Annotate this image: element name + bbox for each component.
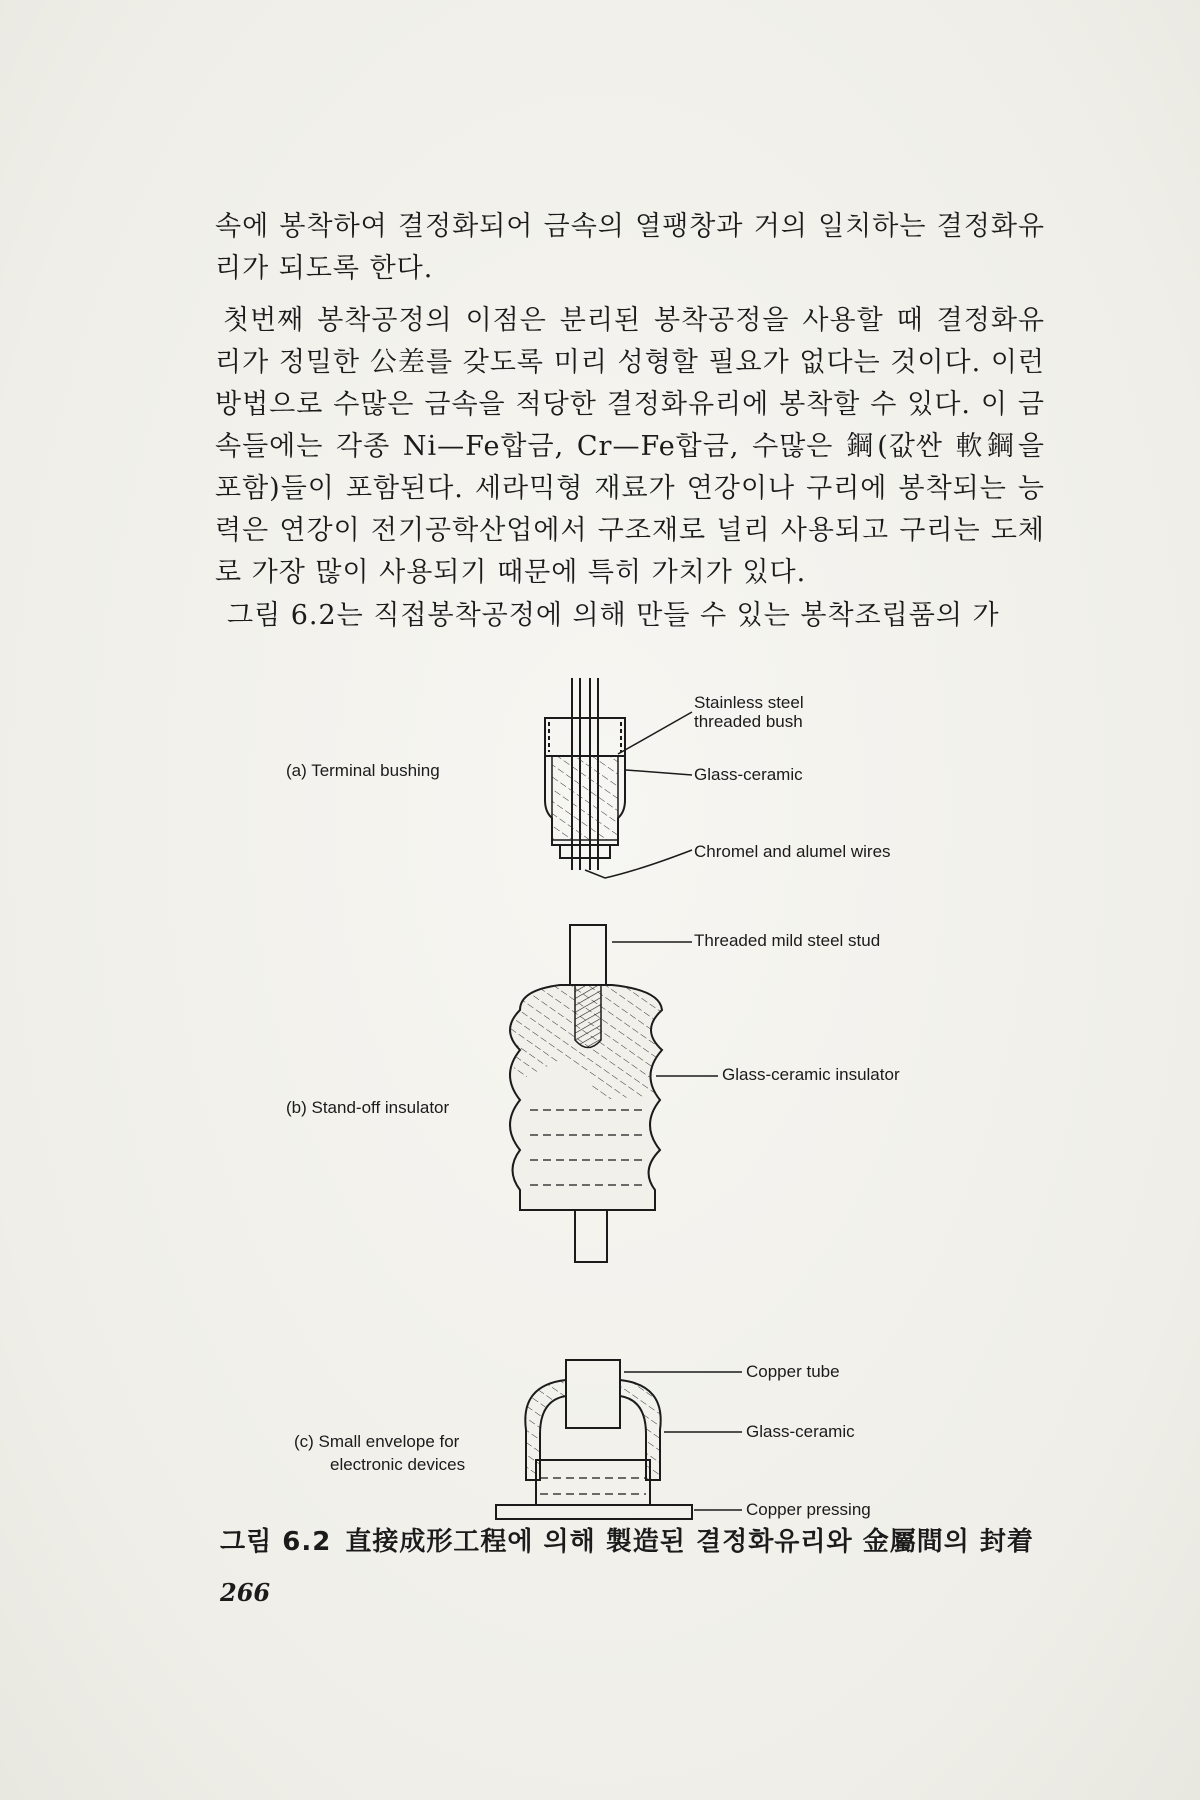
- callout-copper-pressing: Copper pressing: [746, 1500, 871, 1519]
- bottom-stud-drawing: [575, 1210, 607, 1262]
- callout-copper-tube: Copper tube: [746, 1362, 840, 1381]
- figure-caption-text: 直接成形工程에 의해 製造된 결정화유리와 金屬間의 封着: [345, 1527, 1034, 1557]
- panel-c-label-line1: (c) Small envelope for: [294, 1432, 460, 1451]
- bush-drawing: [545, 718, 625, 858]
- figure-caption: [220, 1521, 1034, 1558]
- body-paragraph-2: 첫번째 봉착공정의 이점은 분리된 봉착공정을 사용할 때 결정화유리가 정밀한 公差를 갖도록 미리 성형할 필요가 없다는 것이다. 이런 방법으로 수많은 금속을 적당한 결정화유리에 봉착할 수 있다. 이 금속들에는 각종 Ni—Fe합금, Cr—Fe합금, 수많은 鋼(값싼 軟鋼을 포함)들이 포함된다. 세라믹형 재료가 연강이나 구리에 봉착되는 능력은 연강이 전기공학산업에서 구조재로 널리 사용되고 구리는 도체로 가장 많이 사용되기 때문에 특히 가치가 있다.: [215, 305, 1045, 588]
- callout-threaded-stud: Threaded mild steel stud: [694, 931, 881, 950]
- callout-glass-ceramic-c: Glass-ceramic: [746, 1422, 855, 1441]
- callout-stainless-bush-2: threaded bush: [694, 712, 803, 731]
- callout-glass-ceramic-a: Glass-ceramic: [694, 765, 803, 784]
- copper-tube-drawing: [566, 1360, 620, 1428]
- callout-glass-ceramic-insulator: Glass-ceramic insulator: [722, 1065, 900, 1084]
- panel-c-small-envelope: [496, 1360, 742, 1519]
- body-paragraph-1: 속에 봉착하여 결정화되어 금속의 열팽창과 거의 일치하는 결정화유리가 되도록 한다.: [215, 211, 1045, 284]
- panel-a-terminal-bushing: [545, 678, 692, 878]
- figure-caption-number: 그림 6.2: [220, 1527, 332, 1557]
- copper-pressing-drawing: [496, 1505, 692, 1519]
- panel-c-label-line2: electronic devices: [330, 1455, 466, 1474]
- panel-b-standoff-insulator: [510, 925, 718, 1262]
- top-stud-drawing: [570, 925, 606, 985]
- body-paragraph-3: 그림 6.2는 직접봉착공정에 의해 만들 수 있는 봉착조립품의 가: [227, 600, 1000, 631]
- envelope-shell-drawing: [525, 1380, 660, 1480]
- page-number: 266: [220, 1578, 271, 1607]
- panel-a-label: (a) Terminal bushing: [286, 761, 440, 780]
- callout-wires: Chromel and alumel wires: [694, 842, 891, 861]
- panel-b-label: (b) Stand-off insulator: [286, 1098, 450, 1117]
- callout-stainless-bush-1: Stainless steel: [694, 693, 804, 712]
